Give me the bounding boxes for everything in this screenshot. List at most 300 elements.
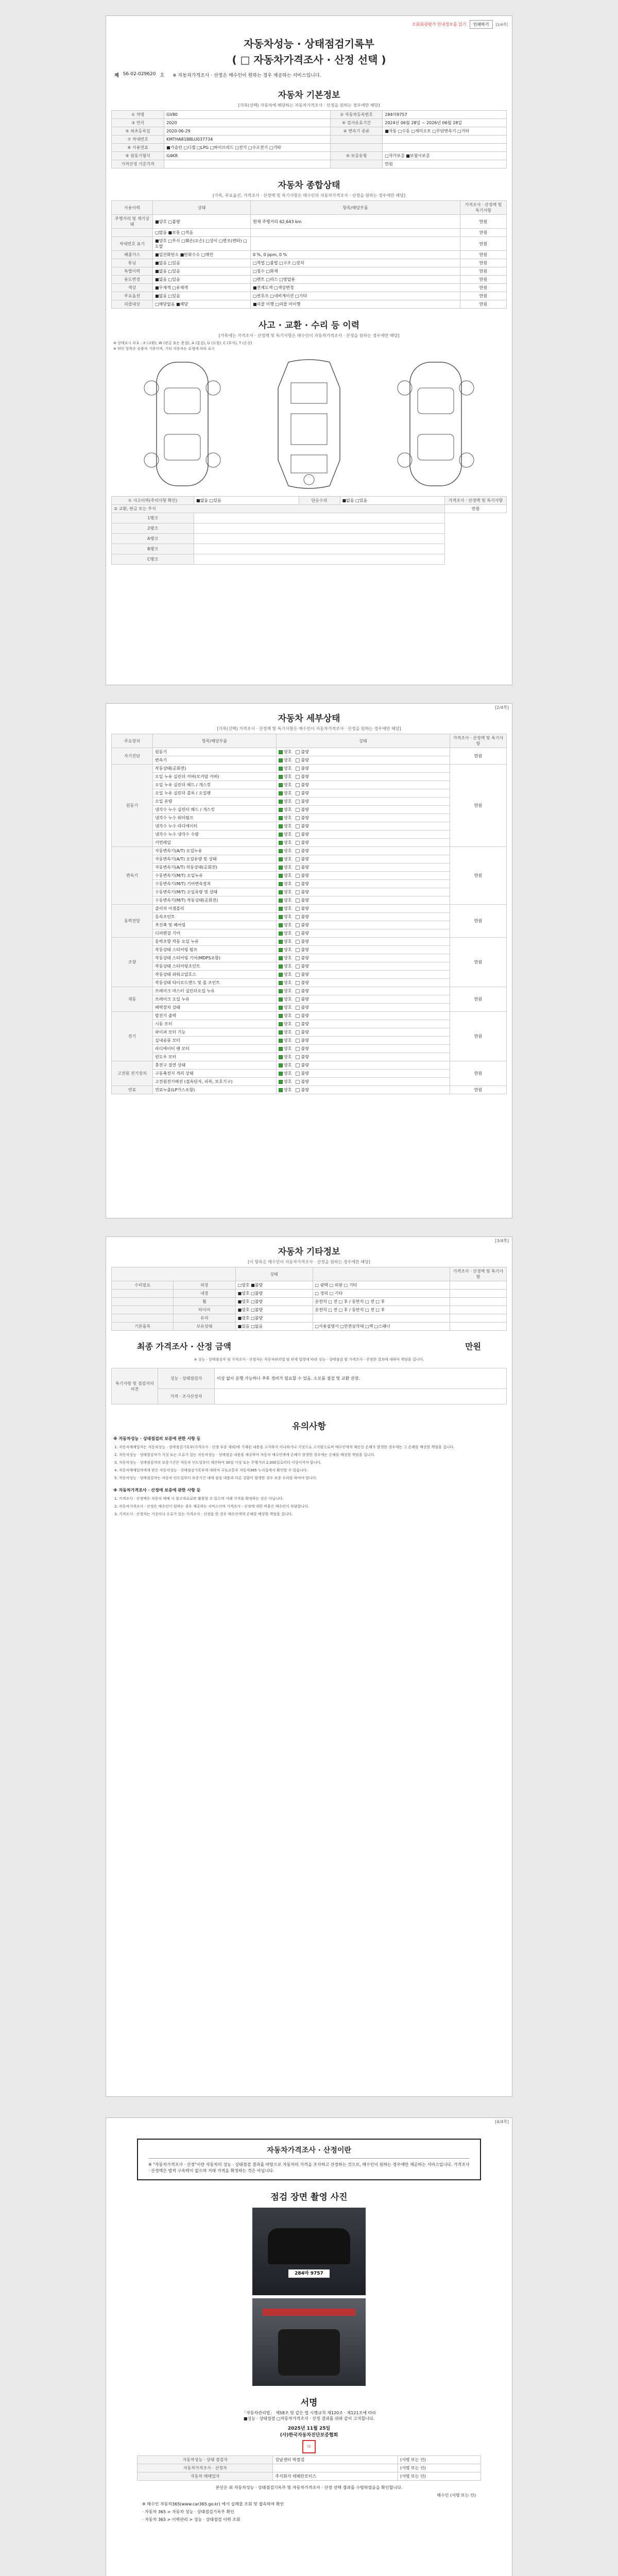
detail-item: 오일 누유 실린더 헤드 / 개스킷 (153, 781, 277, 789)
detail-row (112, 1086, 507, 1094)
detail-item: 고전원전기배선 (접속단자, 피복, 보호기구) (153, 1078, 277, 1086)
state-bad: 불량 (301, 774, 309, 779)
detail-state (277, 814, 450, 822)
col-price: 가격조사 · 산정액 및 특기사항 (460, 201, 507, 215)
basic-cell (330, 135, 382, 144)
detail-state (277, 946, 450, 954)
basic-cell (330, 144, 382, 152)
detail-state (277, 839, 450, 847)
special-label: 특기사항 및 점검자의 의견 (112, 1368, 158, 1404)
page-number-2: [2/4쪽] (495, 705, 509, 710)
check-off-icon (296, 915, 300, 919)
detail-row (112, 921, 507, 929)
state-bad: 불량 (301, 799, 309, 804)
basic-cell: KMTHA81BBLU037734 (164, 135, 331, 144)
legend-1: ※ 상태표시 부호 : X (교환), W (판금 또는 용접), A (흠집), U (요철), C (부식), T (손상) (113, 341, 252, 345)
detail-item: 구동축전지 격리 상태 (153, 1070, 277, 1078)
detail-item: 작동상태 스티어링 펌프 (153, 946, 277, 954)
detail-state (277, 1045, 450, 1053)
basic-row (112, 127, 507, 135)
state-good: 양호 (284, 882, 292, 886)
car-side-left-diagram (136, 357, 229, 491)
state-bad: 불량 (301, 1013, 309, 1018)
overall-cell: ■리콜 이행 □리콜 미이행 (251, 300, 460, 309)
state-good: 양호 (284, 997, 292, 1002)
other-cell (112, 1290, 174, 1298)
overall-cell: □썬루프 □네비게이션 □기타 (251, 292, 460, 300)
detail-item: 라디에이터 팬 모터 (153, 1045, 277, 1053)
detail-group: 전기 (112, 1012, 153, 1061)
check-off-icon (296, 907, 300, 911)
detail-state (277, 913, 450, 921)
detail-item: 동력조향 작동 오일 누유 (153, 938, 277, 946)
detail-row (112, 1037, 507, 1045)
state-good: 양호 (284, 783, 292, 787)
detail-row (112, 839, 507, 847)
overall-row (112, 251, 507, 259)
state-bad: 불량 (301, 816, 309, 820)
check-on-icon (279, 964, 283, 969)
detail-item: 연료누출(LP가스포함) (153, 1086, 277, 1094)
check-off-icon (296, 1006, 300, 1010)
detail-price: 만원 (450, 847, 507, 905)
overall-cell: 주요옵션 (112, 292, 153, 300)
photo-lift (252, 2298, 366, 2386)
detail-item: 냉각수 누수 워터펌프 (153, 814, 277, 822)
notice-sec2: ※ 자동차가격조사 · 산정에 보증에 관한 사항 등 (113, 1488, 201, 1493)
other-row (112, 1281, 507, 1290)
detail-item: 수동변속기(M/T) 오일유량 및 상태 (153, 888, 277, 896)
detail-row (112, 863, 507, 872)
basic-cell: ① 차명 (112, 111, 164, 119)
other-cell (313, 1314, 450, 1323)
other-row (112, 1298, 507, 1306)
detail-state (277, 773, 450, 781)
state-bad: 불량 (301, 865, 309, 870)
print-button[interactable]: 인쇄하기 (470, 20, 493, 29)
detail-item: 디퍼렌셜 기어 (153, 929, 277, 938)
detail-state (277, 831, 450, 839)
basic-row (112, 152, 507, 160)
state-bad: 불량 (301, 849, 309, 853)
overall-cell: □침수 □화재 (251, 267, 460, 276)
basic-cell (383, 135, 507, 144)
check-off-icon (296, 857, 300, 861)
detail-state (277, 1020, 450, 1028)
detail-row (112, 781, 507, 789)
signer-cell: 자동차성능 · 상태 점검자 (138, 2456, 273, 2464)
check-on-icon (279, 915, 283, 919)
detail-row (112, 929, 507, 938)
overall-title: 자동차 종합상태 (278, 180, 340, 191)
detail-row (112, 1028, 507, 1037)
state-good: 양호 (284, 1055, 292, 1059)
overall-cell: ■일산화탄소 ■탄화수소 □매연 (153, 251, 251, 259)
rank-label: C랭크 (112, 554, 194, 565)
state-bad: 불량 (301, 758, 309, 762)
other-cell: 휠 (174, 1298, 235, 1306)
detail-item: 자동변속기(A/T) 작동상태(공회전) (153, 863, 277, 872)
state-good: 양호 (284, 890, 292, 894)
state-good: 양호 (284, 849, 292, 853)
state-good: 양호 (284, 1046, 292, 1051)
state-bad: 불량 (301, 1055, 309, 1059)
other-row (112, 1290, 507, 1298)
other-cell (112, 1298, 174, 1306)
check-off-icon (296, 1088, 300, 1092)
state-good: 양호 (284, 873, 292, 878)
basic-cell: ⑥ 변속기 종류 (330, 127, 382, 135)
check-on-icon (279, 816, 283, 820)
overall-cell: 만원 (460, 229, 507, 237)
other-cell: 내장 (174, 1290, 235, 1298)
state-bad: 불량 (301, 840, 309, 845)
rank-parts (194, 534, 445, 544)
basic-row (112, 144, 507, 152)
detail-price: 만원 (450, 748, 507, 765)
state-good: 양호 (284, 964, 292, 969)
other-cell: □ 광택 □ 외판 □ 기타 (313, 1281, 450, 1290)
check-off-icon (296, 808, 300, 812)
state-good: 양호 (284, 865, 292, 870)
other-cell: □양호 ■불량 (235, 1281, 313, 1290)
state-good: 양호 (284, 1022, 292, 1026)
state-good: 양호 (284, 750, 292, 754)
detail-state (277, 921, 450, 929)
basic-table (111, 110, 507, 168)
detail-item: 오일 유량 (153, 798, 277, 806)
signer-row (138, 2456, 481, 2464)
other-cell: 타이어 (174, 1306, 235, 1314)
check-on-icon (279, 767, 283, 771)
signer-cell: (서명 또는 인) (398, 2456, 480, 2464)
detail-row (112, 822, 507, 831)
accident-val: ■없음 □있음 (194, 497, 299, 505)
check-on-icon (279, 1088, 283, 1092)
detail-state (277, 1070, 450, 1078)
rank-row (112, 534, 507, 544)
other-row (112, 1306, 507, 1314)
state-bad: 불량 (301, 898, 309, 903)
detail-row (112, 987, 507, 995)
state-bad: 불량 (301, 914, 309, 919)
page-3 (106, 1236, 512, 2097)
detail-item: 작동상태 스티어링조인트 (153, 962, 277, 971)
state-bad: 불량 (301, 947, 309, 952)
detail-row (112, 995, 507, 1004)
footnote-1: ※ 매수인 자동차365(www.car365.go.kr) 에서 실매물 조회 및 접속하여 확인 (142, 2502, 284, 2506)
check-off-icon (296, 874, 300, 878)
detail-item: 냉각수 누수 실린더 헤드 / 개스킷 (153, 806, 277, 814)
notice-paragraph: 4. 자동차매매업자에게 받은 자동차성능 · 상태점검기록부에 대하여 국토교통부 자동차365 누리집에서 확인할 수 있습니다. (114, 1468, 308, 1472)
special-perf-text: 이상 없이 운행 가능하나 추후 정비가 필요할 수 있음. 소모품 점검 및 교환 권장. (215, 1368, 507, 1389)
footnote-2: · 자동차 365 > 자동차 성능 · 상태점검기록부 확인 (142, 2510, 234, 2514)
state-good: 양호 (284, 857, 292, 861)
overall-row (112, 292, 507, 300)
detail-item: 충전구 절연 상태 (153, 1061, 277, 1070)
detail-item: 시동 모터 (153, 1020, 277, 1028)
detail-state (277, 1078, 450, 1086)
detail-state (277, 979, 450, 987)
state-bad: 불량 (301, 873, 309, 878)
other-row (112, 1323, 507, 1331)
other-cell: 유리 (174, 1314, 235, 1323)
detail-group: 동력전달 (112, 905, 153, 938)
other-cell: ■양호 □불량 (235, 1306, 313, 1314)
detail-state (277, 888, 450, 896)
detail-item: 발전기 출력 (153, 1012, 277, 1020)
notice-paragraph: 1. 가격조사 · 산정액은 자동차 매매 시 참고자료로만 활용할 수 있으며 거래 가격을 확정하는 것은 아닙니다. (114, 1497, 284, 1501)
check-off-icon (296, 956, 300, 960)
info-box-text: ※ "자동차가격조사 · 산정"이란 자동차의 성능 · 상태점검 결과를 바탕으로 자동차의 가격을 조사하고 산정하는 것으로, 매수인이 원하는 경우에만 제공하는 서비스입니다. 가격조사 · 산정액은 법적 구속력이 없으며 거래 가격을 확정하는 것은 아닙니다. (148, 2162, 470, 2173)
basic-cell: G4KR (164, 152, 331, 160)
state-bad: 불량 (301, 1088, 309, 1092)
notice-paragraph: 2. 자동차성능 · 상태점검자가 거짓 또는 오류가 있는 자동차성능 · 상태점검 내용을 제공하여 자동차 매수인에게 손해가 발생한 경우에는 손해를 배상할 책임을 집니다. (114, 1453, 375, 1457)
state-bad: 불량 (301, 807, 309, 812)
check-off-icon (296, 1072, 300, 1076)
other-cell (112, 1306, 174, 1314)
signature-title: 서명 (300, 2398, 318, 2408)
state-bad: 불량 (301, 750, 309, 754)
detail-state (277, 748, 450, 756)
legend-2: ※ 하단 항목은 승용차 기준이며, 기타 자동차는 유형에 따라 표시 (113, 347, 215, 351)
basic-cell: 2020-06-29 (164, 127, 331, 135)
detail-item: 원동기 (153, 748, 277, 756)
check-off-icon (296, 931, 300, 936)
car-diagram (106, 352, 512, 496)
detail-item: 와이퍼 모터 기능 (153, 1028, 277, 1037)
detail-row (112, 1012, 507, 1020)
detail-state (277, 822, 450, 831)
state-bad: 불량 (301, 997, 309, 1002)
ins-text: ※ 성능 · 상태점검자 및 가격조사 · 산정자는 자동차관리법 및 관계 법령에 따라 성능 · 상태점검 및 가격조사 · 산정한 결과에 대하여 책임을 집니다. (194, 1358, 424, 1362)
state-good: 양호 (284, 1088, 292, 1092)
other-table (111, 1267, 507, 1331)
check-on-icon (279, 890, 283, 894)
overall-cell: 용도변경 (112, 276, 153, 284)
check-off-icon (296, 824, 300, 828)
doc-notice: ※ 자동차가격조사 · 산정은 매수인이 원하는 경우 제공하는 서비스입니다. (173, 73, 321, 78)
check-on-icon (279, 1080, 283, 1084)
notice-paragraph: 3. 가격조사 · 산정자는 거짓이나 오류가 있는 가격조사 · 산정을 한 경우 매수인에게 손해를 배상할 책임을 집니다. (114, 1512, 293, 1516)
check-on-icon (279, 800, 283, 804)
detail-note: [가목(선택) 가격조사 · 산정액 및 특기사항은 매수인이 자동차가격조사 · 산정을 원하는 경우에만 해당] (217, 726, 401, 731)
overall-cell: 만원 (460, 276, 507, 284)
check-on-icon (279, 791, 283, 795)
check-off-icon (296, 1014, 300, 1018)
check-on-icon (279, 940, 283, 944)
check-on-icon (279, 833, 283, 837)
basic-cell: ⑤ 최초등록일 (112, 127, 164, 135)
repair-label: 단순수리 (299, 497, 340, 505)
check-off-icon (296, 1022, 300, 1026)
detail-state (277, 1061, 450, 1070)
detail-state (277, 995, 450, 1004)
rank-label: 2랭크 (112, 523, 194, 534)
state-bad: 불량 (301, 931, 309, 936)
check-on-icon (279, 981, 283, 985)
basic-cell: ② 자동차등록번호 (330, 111, 382, 119)
other-cell: 운전석 □ 전 □ 후 / 동반석 □ 전 □ 후 (313, 1298, 450, 1306)
state-bad: 불량 (301, 857, 309, 861)
overall-row (112, 276, 507, 284)
notice-paragraph: 5. 자동차성능 · 상태점검자는 자동차 인도일부터 보증기간 내에 점검 내용과 다른 결함이 발생한 경우 보증 수리를 하여야 합니다. (114, 1476, 317, 1480)
state-good: 양호 (284, 791, 292, 795)
state-bad: 불량 (301, 1022, 309, 1026)
detail-item: 브레이크 오일 누유 (153, 995, 277, 1004)
signature-law: 「자동차관리법」 제58조 및 같은 법 시행규칙 제120조 · 제121조에 따라 (242, 2411, 376, 2415)
check-on-icon (279, 841, 283, 845)
overall-cell: ■없음 □있음 (153, 259, 251, 267)
detail-item: 추진축 및 베어링 (153, 921, 277, 929)
state-bad: 불량 (301, 783, 309, 787)
notice-paragraph: 3. 자동차성능 · 상태점검자의 보증기간은 자동차 인도일부터 계산하여 30일 이상 또는 주행거리 2,000킬로미터 이상이어야 합니다. (114, 1461, 322, 1465)
check-on-icon (279, 1022, 283, 1026)
detail-row (112, 962, 507, 971)
basic-row (112, 135, 507, 144)
overall-cell: 만원 (460, 292, 507, 300)
check-on-icon (279, 997, 283, 1002)
check-on-icon (279, 1063, 283, 1067)
page-1 (106, 15, 512, 685)
detail-row (112, 756, 507, 765)
state-bad: 불량 (301, 1038, 309, 1043)
signer-cell: 강남센터 박점검 (273, 2456, 398, 2464)
state-bad: 불량 (301, 766, 309, 771)
org-seal: 印 (302, 2440, 316, 2453)
check-off-icon (296, 964, 300, 969)
overall-row (112, 284, 507, 292)
special-perf-label: 성능 · 상태점검자 (158, 1368, 215, 1389)
check-off-icon (296, 866, 300, 870)
other-price (450, 1298, 507, 1306)
state-good: 양호 (284, 1071, 292, 1076)
detail-price: 만원 (450, 938, 507, 987)
overall-cell: 현재 주행거리 62,643 km (251, 215, 460, 229)
other-cell: 보유상태 (174, 1323, 235, 1331)
overall-cell: 특별이력 (112, 267, 153, 276)
signer-cell (273, 2464, 398, 2472)
detail-row (112, 913, 507, 921)
state-good: 양호 (284, 1079, 292, 1084)
check-on-icon (279, 1006, 283, 1010)
check-off-icon (296, 890, 300, 894)
detail-row (112, 971, 507, 979)
notice-sec1: ※ 자동차성능 · 상태점검의 보증에 관한 사항 등 (113, 1436, 201, 1441)
page-2 (106, 703, 512, 1218)
state-good: 양호 (284, 939, 292, 944)
state-bad: 불량 (301, 791, 309, 795)
state-bad: 불량 (301, 1030, 309, 1035)
check-on-icon (279, 1047, 283, 1051)
state-good: 양호 (284, 1005, 292, 1010)
overall-cell: □렌트 □리스 □영업용 (251, 276, 460, 284)
rank-parts (194, 554, 445, 565)
photo-title: 점검 장면 촬영 사진 (270, 2192, 348, 2202)
rank-label: A랭크 (112, 534, 194, 544)
overall-cell: 만원 (460, 215, 507, 229)
accident-title: 사고 · 교환 · 수리 등 이력 (258, 320, 360, 331)
detail-item: 수동변속기(M/T) 오일누유 (153, 872, 277, 880)
overall-cell: 0 %, 0 ppm, 0 % (251, 251, 460, 259)
check-on-icon (279, 849, 283, 853)
check-off-icon (296, 1030, 300, 1035)
check-off-icon (296, 767, 300, 771)
check-on-icon (279, 882, 283, 886)
detail-state (277, 896, 450, 905)
detail-price: 만원 (450, 905, 507, 938)
check-on-icon (279, 923, 283, 927)
detail-item: 오일 누유 실린더 블록 / 오일팬 (153, 789, 277, 798)
check-on-icon (279, 824, 283, 828)
overall-cell: 차대번호 표기 (112, 237, 153, 251)
signer-row (138, 2464, 481, 2472)
other-cell (112, 1314, 174, 1323)
other-cell: □사용설명서 □안전삼각대 □잭 □스패너 (313, 1323, 450, 1331)
detail-item: 변속기 (153, 756, 277, 765)
overall-cell: ■없음 □있음 (153, 267, 251, 276)
detail-state (277, 880, 450, 888)
check-on-icon (279, 775, 283, 779)
detail-state (277, 855, 450, 863)
state-good: 양호 (284, 774, 292, 779)
notice-paragraph: 2. 자동차가격조사 · 산정은 매수인이 원하는 경우 제공하는 서비스이며 가격조사 · 산정에 대한 비용은 매수인이 부담합니다. (114, 1504, 310, 1509)
check-on-icon (279, 1030, 283, 1035)
detail-row (112, 814, 507, 822)
overall-cell: 만원 (460, 300, 507, 309)
notice-title: 유의사항 (292, 1421, 326, 1432)
other-col-price: 가격조사 · 산정액 및 특기사항 (450, 1267, 507, 1281)
check-off-icon (296, 1063, 300, 1067)
detail-col-price: 가격조사 · 산정액 및 특기사항 (450, 734, 507, 748)
signature-date: 2025년 11월 25일 (287, 2426, 331, 2431)
overall-cell: ■양호 □불량 (153, 215, 251, 229)
detail-col-state: 상태 (277, 734, 450, 748)
overall-table (111, 200, 507, 309)
detail-item: 자동변속기(A/T) 오일유량 및 상태 (153, 855, 277, 863)
overall-row (112, 267, 507, 276)
detail-state (277, 987, 450, 995)
detail-table (111, 734, 507, 1094)
check-off-icon (296, 989, 300, 993)
rank-label: B랭크 (112, 544, 194, 554)
state-good: 양호 (284, 816, 292, 820)
accident-label: ① 사고이력(주의사항 확인) (112, 497, 194, 505)
detail-item: 냉각수 누수 라디에이터 (153, 822, 277, 831)
state-good: 양호 (284, 807, 292, 812)
overall-cell: 색상 (112, 284, 153, 292)
state-good: 양호 (284, 840, 292, 845)
detail-state (277, 1053, 450, 1061)
footnote-3: · 자동차 365 > 이력관리 > 성능 · 상태점검 이력 조회 (142, 2517, 241, 2522)
check-on-icon (279, 750, 283, 754)
report-link[interactable]: 조회회원평가 안내정보를 읽기 (412, 22, 467, 27)
other-cell: 운전석 □ 전 □ 후 / 동반석 □ 전 □ 후 (313, 1306, 450, 1314)
detail-row (112, 847, 507, 855)
col-detail: 항목/해당부품 (251, 201, 460, 215)
check-on-icon (279, 948, 283, 952)
final-price-unit: 만원 (465, 1342, 481, 1351)
overall-cell (112, 229, 153, 237)
detail-row (112, 855, 507, 863)
state-good: 양호 (284, 799, 292, 804)
overall-cell: ■없음 □있음 (153, 292, 251, 300)
check-on-icon (279, 758, 283, 762)
basic-cell: ■가솔린 □디젤 □LPG □하이브리드 □전기 □수소전기 □기타 (164, 144, 331, 152)
state-bad: 불량 (301, 1063, 309, 1067)
detail-row (112, 1078, 507, 1086)
state-good: 양호 (284, 923, 292, 927)
